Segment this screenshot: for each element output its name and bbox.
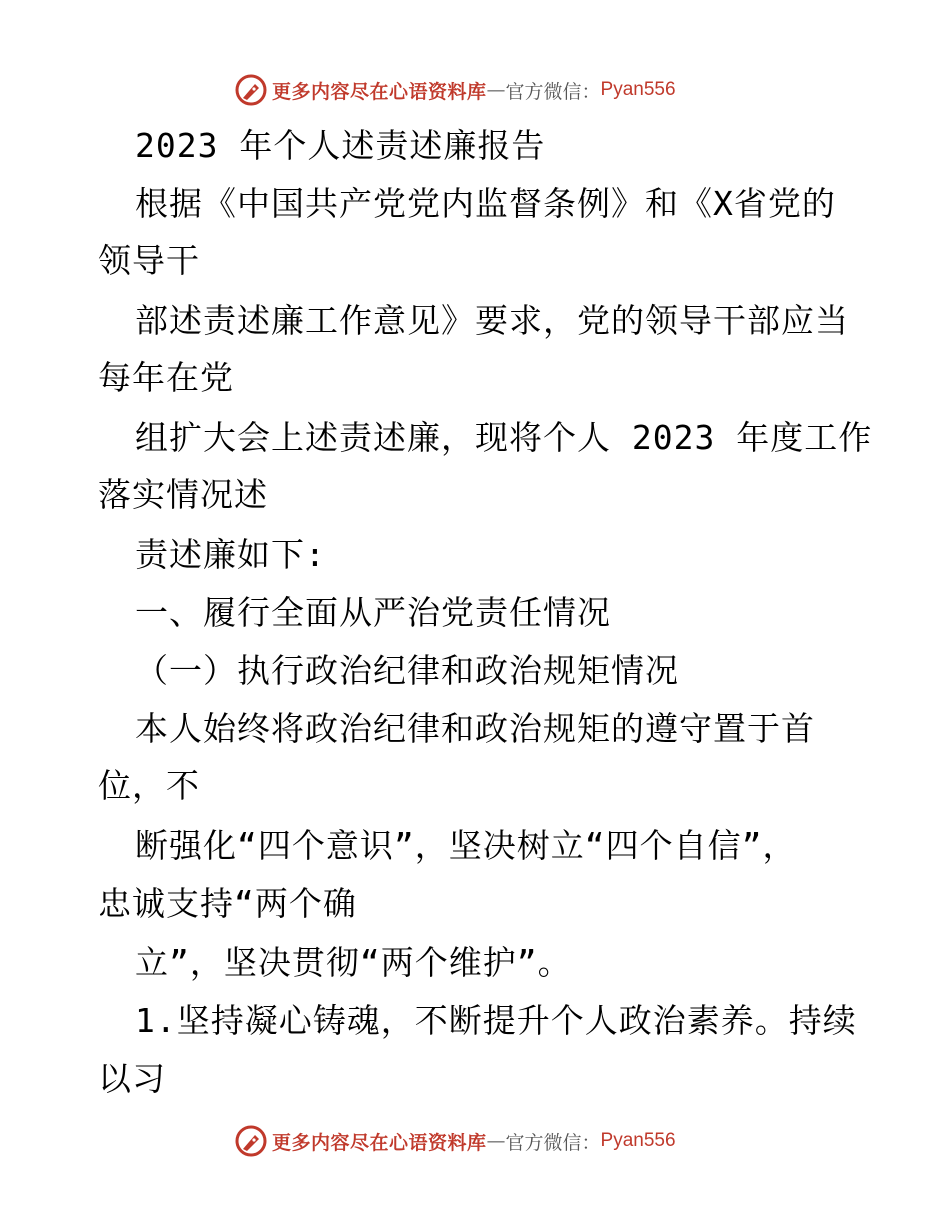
paragraph-line: 立”，坚决贯彻“两个维护”。 xyxy=(135,943,572,982)
banner-wechat-id: Pyan556 xyxy=(600,1130,676,1151)
paragraph-line: 断强化“四个意识”，坚决树立“四个自信”， xyxy=(135,826,797,865)
banner-main-text: 更多内容尽在心语资料库 xyxy=(272,1131,487,1154)
paragraph-line: 每年在党 xyxy=(98,358,234,397)
subsection-heading: （一）执行政治纪律和政治规矩情况 xyxy=(135,651,679,690)
banner-wechat-label: 官方微信： xyxy=(505,80,601,103)
paragraph-line: 位，不 xyxy=(98,766,200,805)
paragraph-line: 以习 xyxy=(98,1059,166,1098)
banner-main-text: 更多内容尽在心语资料库 xyxy=(272,80,487,103)
paragraph-line: 领导干 xyxy=(98,241,200,280)
pen-nib-logo-icon xyxy=(234,1124,268,1158)
banner-separator: — xyxy=(486,79,506,101)
banner-separator: — xyxy=(486,1130,506,1152)
document-title: 2023 年个人述责述廉报告 xyxy=(135,126,546,165)
paragraph-line: 1.坚持凝心铸魂，不断提升个人政治素养。持续 xyxy=(135,1001,857,1040)
paragraph-line: 落实情况述 xyxy=(98,475,268,514)
paragraph-line: 忠诚支持“两个确 xyxy=(98,884,357,923)
section-heading: 一、履行全面从严治党责任情况 xyxy=(135,593,611,632)
banner-wechat-id: Pyan556 xyxy=(600,79,676,100)
paragraph-line: 组扩大会上述责述廉，现将个人 2023 年度工作 xyxy=(135,418,873,457)
paragraph-line: 责述廉如下: xyxy=(135,535,326,574)
footer-watermark-banner xyxy=(234,1121,676,1161)
paragraph-line: 部述责述廉工作意见》要求，党的领导干部应当 xyxy=(135,301,849,340)
banner-wechat-label: 官方微信： xyxy=(505,1131,601,1154)
paragraph-line: 根据《中国共产党党内监督条例》和《X省党的 xyxy=(135,184,836,223)
paragraph-line: 本人始终将政治纪律和政治规矩的遵守置于首 xyxy=(135,709,815,748)
